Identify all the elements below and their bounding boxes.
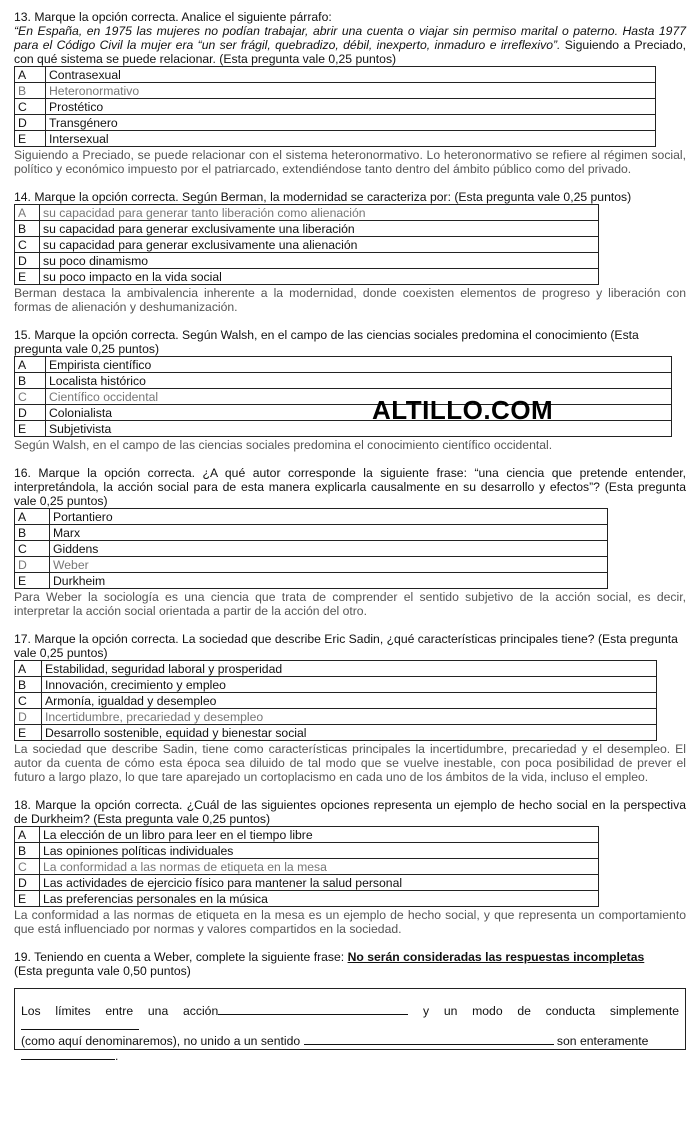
blank-field-4[interactable]: [21, 1048, 115, 1060]
option-row-correct[interactable]: B Heteronormativo: [15, 83, 656, 99]
option-row[interactable]: B Marx: [15, 525, 608, 541]
question-19-text: 19. Teniendo en cuenta a Weber, complete la siguiente frase: No serán consideradas las respuestas incompletas (Esta pregunta vale 0,50 puntos): [14, 950, 645, 978]
option-row[interactable]: A La elección de un libro para leer en el tiempo libre: [15, 827, 599, 843]
question-19: [14, 950, 686, 1063]
option-row[interactable]: A Empirista científico: [15, 357, 672, 373]
option-row-correct[interactable]: D Incertidumbre, precariedad y desempleo: [15, 709, 657, 725]
question-17-text: 17. Marque la opción correcta. La sociedad que describe Eric Sadin, ¿qué características principales tiene? (Esta pregunta vale 0,25 puntos): [14, 632, 678, 660]
question-16: [14, 466, 686, 618]
option-row[interactable]: B Innovación, crecimiento y empleo: [15, 677, 657, 693]
question-18: [14, 798, 686, 936]
blank-field-2[interactable]: [21, 1018, 139, 1030]
question-13-options: [14, 66, 656, 147]
blank-field-3[interactable]: [304, 1033, 554, 1045]
option-row-correct[interactable]: C La conformidad a las normas de etiqueta en la mesa: [15, 859, 599, 875]
question-15-options: [14, 356, 672, 437]
option-row[interactable]: B Las opiniones políticas individuales: [15, 843, 599, 859]
watermark-logo: ALTILLO.COM: [372, 395, 554, 425]
question-17: [14, 632, 686, 784]
question-17-explanation: La sociedad que describe Sadin, tiene como características principales la incertidumbre, precariedad y el desempleo. El autor da cuenta de cómo esta época sea diluido de tal modo que se vuelve inestable, con poca posibilidad de prever el futuro a largo plazo, lo que tare aparejado un cortoplacismo en cada uno de los ámbitos de la vida, incluso el empleo.: [14, 742, 686, 784]
question-19-answer-box: Los límites entre una acción y un modo de conducta simplemente (como aquí denominaremos), no unido a un sentido son enteramente .: [14, 988, 686, 1050]
option-row[interactable]: C Giddens: [15, 541, 608, 557]
option-row[interactable]: D su poco dinamismo: [15, 253, 599, 269]
option-row[interactable]: D Transgénero: [15, 115, 656, 131]
exam-page: [14, 10, 687, 1063]
blank-field-1[interactable]: [218, 1003, 408, 1015]
option-row-correct[interactable]: A su capacidad para generar tanto liberación como alienación: [15, 205, 599, 221]
question-18-text: 18. Marque la opción correcta. ¿Cuál de las siguientes opciones representa un ejemplo de hecho social en la perspectiva de Durkheim? (Esta pregunta vale 0,25 puntos): [14, 798, 686, 826]
question-14-explanation: Berman destaca la ambivalencia inherente a la modernidad, donde coexisten elementos de progreso y liberación con formas de alienación y deshumanización.: [14, 286, 686, 314]
question-16-options: [14, 508, 608, 589]
question-17-options: [14, 660, 657, 741]
option-row[interactable]: E Desarrollo sostenible, equidad y bienestar social: [15, 725, 657, 741]
option-row-correct[interactable]: C Científico occidental: [15, 389, 672, 405]
option-row[interactable]: D Las actividades de ejercicio físico para mantener la salud personal: [15, 875, 599, 891]
question-18-options: [14, 826, 599, 907]
option-row[interactable]: D Colonialista: [15, 405, 672, 421]
question-19-points: (Esta pregunta vale 0,50 puntos): [14, 964, 191, 978]
option-row[interactable]: C Armonía, igualdad y desempleo: [15, 693, 657, 709]
question-15-explanation: Según Walsh, en el campo de las ciencias sociales predomina el conocimiento científico occidental.: [14, 438, 553, 452]
option-row[interactable]: C Prostético: [15, 99, 656, 115]
question-14-text: 14. Marque la opción correcta. Según Berman, la modernidad se caracteriza por: (Esta pregunta vale 0,25 puntos): [14, 190, 632, 204]
question-16-text: 16. Marque la opción correcta. ¿A qué autor corresponde la siguiente frase: “una ciencia que pretende entender, interpretándola, la acción social para de esta manera explicarla causalmente en su desarrollo y efectos”? (Esta pregunta vale 0,25 puntos): [14, 466, 686, 508]
question-18-explanation: La conformidad a las normas de etiqueta en la mesa es un ejemplo de hecho social, y que representa un comportamiento que está influenciado por normas y valores compartidos en la sociedad.: [14, 908, 686, 936]
question-19-instruction: No serán consideradas las respuestas incompletas: [347, 950, 645, 964]
option-row[interactable]: C su capacidad para generar exclusivamente una alienación: [15, 237, 599, 253]
option-row[interactable]: B su capacidad para generar exclusivamente una liberación: [15, 221, 599, 237]
option-row[interactable]: E Subjetivista: [15, 421, 672, 437]
option-row[interactable]: B Localista histórico: [15, 373, 672, 389]
option-row[interactable]: E Durkheim: [15, 573, 608, 589]
option-row[interactable]: E Intersexual: [15, 131, 656, 147]
option-row[interactable]: A Portantiero: [15, 509, 608, 525]
option-row-correct[interactable]: D Weber: [15, 557, 608, 573]
option-row[interactable]: A Estabilidad, seguridad laboral y prosperidad: [15, 661, 657, 677]
question-13-text: 13. Marque la opción correcta. Analice el siguiente párrafo: “En España, en 1975 las mujeres no podían trabajar, abrir una cuenta o viajar sin permiso marital o paterno. Hasta 1977 para el Código Civil la mujer era “un ser frágil, quebradizo, débil, inexperto, inmaduro e irreflexivo”. Siguiendo a Preciado, con qué sistema se puede relacionar. (Esta pregunta vale 0,25 puntos): [14, 10, 687, 66]
question-16-explanation: Para Weber la sociología es una ciencia que trata de comprender el sentido subjetivo de la acción social, es decir, interpretar la acción social orientada a partir de la acción del otro.: [14, 590, 686, 618]
question-15: [14, 328, 686, 452]
question-13: [14, 10, 686, 176]
question-14-options: [14, 204, 599, 285]
question-13-quote: “En España, en 1975 las mujeres no podían trabajar, abrir una cuenta o viajar sin permiso marital o paterno. Hasta 1977 para el Código Civil la mujer era “un ser frágil, quebradizo, débil, inexperto, inmaduro e irreflexivo”.: [14, 24, 686, 52]
question-13-explanation: Siguiendo a Preciado, se puede relacionar con el sistema heteronormativo. Lo heteronormativo se refiere al régimen social, político y económico impuesto por el patriarcado, extendiéndose tanto dentro del ámbito público como del privado.: [14, 148, 686, 176]
question-15-text: 15. Marque la opción correcta. Según Walsh, en el campo de las ciencias sociales predomina el conocimiento (Esta pregunta vale 0,25 puntos): [14, 328, 639, 356]
option-row[interactable]: E su poco impacto en la vida social: [15, 269, 599, 285]
option-row[interactable]: A Contrasexual: [15, 67, 656, 83]
question-14: [14, 190, 686, 314]
option-row[interactable]: E Las preferencias personales en la música: [15, 891, 599, 907]
